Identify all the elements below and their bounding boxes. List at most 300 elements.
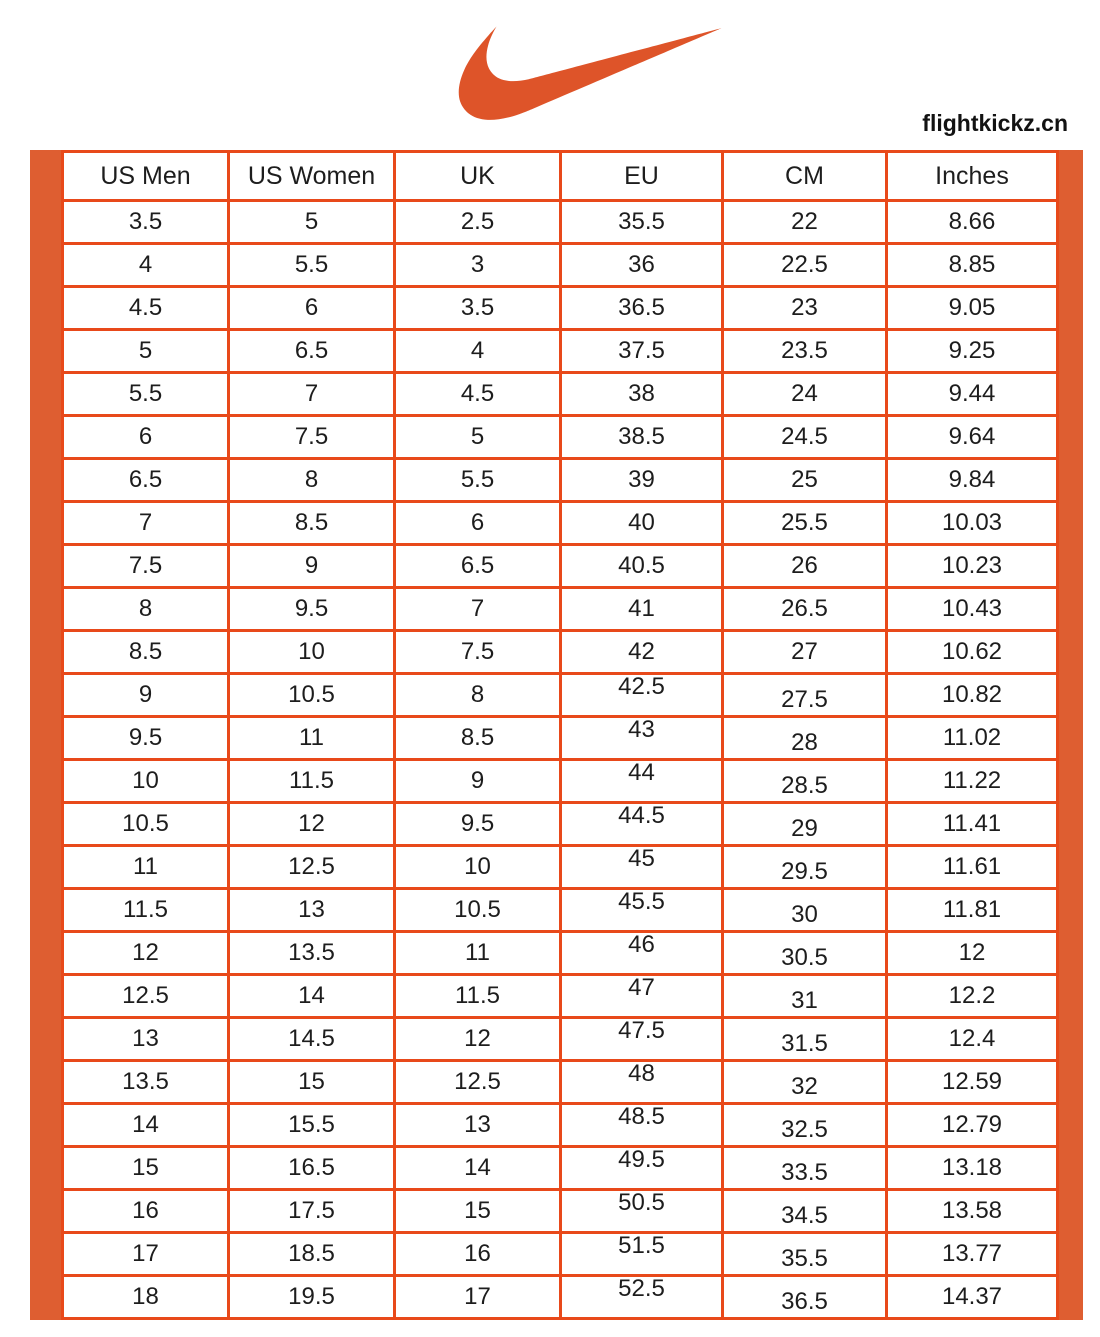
column-header: US Women bbox=[229, 152, 395, 201]
size-cell bbox=[395, 459, 561, 502]
size-cell bbox=[395, 373, 561, 416]
table-row bbox=[63, 588, 1058, 631]
table-header bbox=[63, 152, 1058, 201]
size-value: 11 bbox=[465, 939, 490, 966]
size-value: 11.5 bbox=[455, 982, 500, 1009]
size-cell bbox=[887, 459, 1058, 502]
size-value: 13 bbox=[132, 1025, 159, 1052]
size-cell bbox=[229, 1190, 395, 1233]
size-cell bbox=[395, 631, 561, 674]
size-value: 4.5 bbox=[128, 294, 163, 321]
size-cell bbox=[229, 674, 395, 717]
size-value: 43 bbox=[628, 716, 655, 743]
size-cell bbox=[723, 502, 887, 545]
size-value: 12.59 bbox=[941, 1068, 1003, 1095]
size-value: 39 bbox=[628, 466, 655, 493]
size-value: 4 bbox=[138, 251, 153, 278]
size-cell bbox=[395, 1147, 561, 1190]
size-value: 6 bbox=[138, 423, 153, 450]
size-cell bbox=[887, 674, 1058, 717]
size-value: 15.5 bbox=[288, 1111, 335, 1138]
size-value: 7 bbox=[470, 595, 485, 622]
size-cell bbox=[229, 889, 395, 932]
size-value: 6.5 bbox=[460, 552, 495, 579]
size-value: 11 bbox=[133, 853, 158, 880]
size-value: 26.5 bbox=[781, 595, 828, 622]
column-header: UK bbox=[395, 152, 561, 201]
size-value: 14 bbox=[132, 1111, 159, 1138]
size-cell bbox=[395, 545, 561, 588]
table-row bbox=[63, 631, 1058, 674]
size-cell bbox=[63, 975, 229, 1018]
size-value: 12 bbox=[298, 810, 325, 837]
size-value: 44 bbox=[628, 759, 655, 786]
nike-swoosh-path bbox=[459, 27, 722, 120]
size-cell bbox=[723, 1104, 887, 1147]
size-value: 5 bbox=[138, 337, 153, 364]
size-value: 46 bbox=[628, 931, 655, 958]
size-value: 38.5 bbox=[618, 423, 665, 450]
size-value: 8.5 bbox=[294, 509, 329, 536]
table-row bbox=[63, 244, 1058, 287]
size-value: 12.2 bbox=[948, 982, 996, 1009]
size-cell bbox=[229, 502, 395, 545]
size-value: 8 bbox=[304, 466, 319, 493]
size-cell bbox=[229, 588, 395, 631]
table-row bbox=[63, 932, 1058, 975]
size-value: 11.61 bbox=[942, 853, 1002, 880]
size-value: 15 bbox=[464, 1197, 491, 1224]
size-cell bbox=[561, 1018, 723, 1061]
size-cell bbox=[723, 674, 887, 717]
size-cell bbox=[887, 1061, 1058, 1104]
size-cell bbox=[63, 459, 229, 502]
size-cell bbox=[229, 545, 395, 588]
size-cell bbox=[561, 416, 723, 459]
size-value: 10.23 bbox=[941, 552, 1003, 579]
size-cell bbox=[887, 373, 1058, 416]
size-value: 11.41 bbox=[942, 810, 1002, 837]
size-cell bbox=[723, 932, 887, 975]
size-cell bbox=[63, 1061, 229, 1104]
size-cell bbox=[395, 889, 561, 932]
size-cell bbox=[395, 932, 561, 975]
size-cell bbox=[229, 803, 395, 846]
size-cell bbox=[723, 588, 887, 631]
size-cell bbox=[63, 631, 229, 674]
size-cell bbox=[723, 330, 887, 373]
table-row bbox=[63, 1104, 1058, 1147]
table-row bbox=[63, 502, 1058, 545]
size-cell bbox=[63, 588, 229, 631]
size-cell bbox=[723, 1190, 887, 1233]
size-cell bbox=[395, 1061, 561, 1104]
size-cell bbox=[63, 373, 229, 416]
size-value: 11.22 bbox=[942, 767, 1002, 794]
size-cell bbox=[395, 717, 561, 760]
size-cell bbox=[229, 932, 395, 975]
size-value: 13 bbox=[298, 896, 325, 923]
size-value: 13.5 bbox=[288, 939, 335, 966]
size-value: 13.18 bbox=[941, 1154, 1003, 1181]
size-cell bbox=[723, 1018, 887, 1061]
size-cell bbox=[887, 416, 1058, 459]
size-cell bbox=[561, 1276, 723, 1319]
size-cell bbox=[887, 631, 1058, 674]
size-cell bbox=[63, 717, 229, 760]
size-cell bbox=[723, 717, 887, 760]
header-row bbox=[63, 152, 1058, 201]
size-value: 25 bbox=[791, 466, 818, 493]
size-value: 3 bbox=[470, 251, 485, 278]
size-cell bbox=[395, 1018, 561, 1061]
size-value: 40 bbox=[628, 509, 655, 536]
size-cell bbox=[723, 1061, 887, 1104]
table-row bbox=[63, 889, 1058, 932]
size-value: 9.5 bbox=[294, 595, 329, 622]
size-value: 7.5 bbox=[294, 423, 329, 450]
size-value: 26 bbox=[791, 552, 818, 579]
size-value: 51.5 bbox=[618, 1232, 665, 1259]
size-value: 19.5 bbox=[288, 1283, 335, 1310]
size-value: 10.5 bbox=[122, 810, 169, 837]
size-cell bbox=[887, 760, 1058, 803]
size-cell bbox=[229, 459, 395, 502]
size-cell bbox=[887, 588, 1058, 631]
size-cell bbox=[561, 545, 723, 588]
size-value: 24.5 bbox=[781, 423, 828, 450]
size-cell bbox=[63, 889, 229, 932]
size-cell bbox=[723, 760, 887, 803]
size-value: 11.5 bbox=[289, 767, 334, 794]
size-value: 14 bbox=[464, 1154, 491, 1181]
table-row bbox=[63, 1147, 1058, 1190]
size-value: 9 bbox=[304, 552, 319, 579]
table-row bbox=[63, 1061, 1058, 1104]
size-value: 10.62 bbox=[941, 638, 1003, 665]
table-row bbox=[63, 1276, 1058, 1319]
size-value: 2.5 bbox=[460, 208, 495, 235]
size-value: 14.37 bbox=[941, 1283, 1003, 1310]
column-header: US Men bbox=[63, 152, 229, 201]
size-cell bbox=[395, 287, 561, 330]
size-cell bbox=[229, 287, 395, 330]
size-cell bbox=[229, 1061, 395, 1104]
size-value: 9.25 bbox=[948, 337, 996, 364]
size-value: 10.5 bbox=[454, 896, 501, 923]
size-value: 8.5 bbox=[460, 724, 495, 751]
size-value: 36 bbox=[628, 251, 655, 278]
table-row bbox=[63, 803, 1058, 846]
size-cell bbox=[561, 1190, 723, 1233]
table-row bbox=[63, 201, 1058, 244]
size-cell bbox=[63, 201, 229, 244]
size-value: 6 bbox=[304, 294, 319, 321]
size-cell bbox=[395, 674, 561, 717]
size-cell bbox=[887, 502, 1058, 545]
right-accent-bar bbox=[1059, 150, 1083, 1320]
size-value: 45.5 bbox=[618, 888, 665, 915]
size-cell bbox=[229, 373, 395, 416]
size-value: 30.5 bbox=[781, 944, 828, 971]
size-value: 10 bbox=[298, 638, 325, 665]
size-cell bbox=[561, 1061, 723, 1104]
size-cell bbox=[723, 459, 887, 502]
size-value: 9.5 bbox=[128, 724, 163, 751]
size-cell bbox=[723, 244, 887, 287]
size-cell bbox=[887, 1147, 1058, 1190]
size-cell bbox=[561, 760, 723, 803]
size-cell bbox=[561, 1104, 723, 1147]
column-header: EU bbox=[561, 152, 723, 201]
size-cell bbox=[561, 631, 723, 674]
size-value: 17 bbox=[464, 1283, 491, 1310]
size-value: 14 bbox=[298, 982, 325, 1009]
size-value: 27.5 bbox=[781, 686, 828, 713]
size-cell bbox=[561, 846, 723, 889]
size-value: 5.5 bbox=[128, 380, 163, 407]
size-cell bbox=[887, 287, 1058, 330]
size-value: 13.58 bbox=[941, 1197, 1003, 1224]
size-value: 4 bbox=[470, 337, 485, 364]
size-cell bbox=[63, 674, 229, 717]
size-value: 9.05 bbox=[948, 294, 996, 321]
size-cell bbox=[229, 330, 395, 373]
size-cell bbox=[561, 1233, 723, 1276]
size-value: 12 bbox=[958, 939, 986, 966]
size-cell bbox=[63, 803, 229, 846]
size-value: 31.5 bbox=[781, 1030, 828, 1057]
size-cell bbox=[887, 330, 1058, 373]
size-cell bbox=[395, 201, 561, 244]
size-cell bbox=[395, 330, 561, 373]
size-value: 15 bbox=[132, 1154, 159, 1181]
size-value: 14.5 bbox=[288, 1025, 335, 1052]
size-cell bbox=[63, 287, 229, 330]
size-cell bbox=[229, 1276, 395, 1319]
size-cell bbox=[395, 244, 561, 287]
size-cell bbox=[229, 1147, 395, 1190]
size-value: 7.5 bbox=[128, 552, 163, 579]
size-cell bbox=[561, 502, 723, 545]
size-value: 50.5 bbox=[618, 1189, 665, 1216]
size-cell bbox=[723, 846, 887, 889]
size-value: 35.5 bbox=[618, 208, 665, 235]
size-value: 48 bbox=[628, 1060, 655, 1087]
size-value: 12.5 bbox=[288, 853, 335, 880]
size-value: 7.5 bbox=[460, 638, 495, 665]
size-value: 52.5 bbox=[618, 1275, 665, 1302]
size-cell bbox=[723, 803, 887, 846]
size-value: 8 bbox=[138, 595, 153, 622]
size-value: 47 bbox=[628, 974, 655, 1001]
size-cell bbox=[395, 846, 561, 889]
size-value: 32 bbox=[791, 1073, 818, 1100]
size-cell bbox=[561, 588, 723, 631]
size-cell bbox=[63, 416, 229, 459]
size-cell bbox=[395, 803, 561, 846]
size-cell bbox=[63, 846, 229, 889]
size-value: 22.5 bbox=[781, 251, 828, 278]
size-cell bbox=[229, 760, 395, 803]
table-row bbox=[63, 674, 1058, 717]
nike-swoosh-icon bbox=[456, 24, 724, 122]
size-value: 5.5 bbox=[294, 251, 329, 278]
size-value: 6.5 bbox=[294, 337, 329, 364]
size-value: 3.5 bbox=[460, 294, 495, 321]
size-cell bbox=[723, 416, 887, 459]
size-cell bbox=[723, 201, 887, 244]
size-value: 11 bbox=[299, 724, 324, 751]
size-cell bbox=[229, 631, 395, 674]
size-value: 35.5 bbox=[781, 1245, 828, 1272]
size-value: 36.5 bbox=[781, 1288, 828, 1315]
size-value: 16.5 bbox=[288, 1154, 335, 1181]
size-value: 15 bbox=[298, 1068, 325, 1095]
size-value: 9.44 bbox=[948, 380, 996, 407]
size-cell bbox=[887, 1018, 1058, 1061]
size-cell bbox=[723, 373, 887, 416]
table-row bbox=[63, 287, 1058, 330]
column-header: Inches bbox=[887, 152, 1058, 201]
site-label: flightkickz.cn bbox=[922, 110, 1068, 136]
size-value: 12.5 bbox=[454, 1068, 501, 1095]
table-row bbox=[63, 416, 1058, 459]
size-value: 4.5 bbox=[460, 380, 495, 407]
size-cell bbox=[63, 1276, 229, 1319]
size-cell bbox=[229, 717, 395, 760]
size-cell bbox=[561, 803, 723, 846]
size-value: 23.5 bbox=[781, 337, 828, 364]
size-value: 47.5 bbox=[618, 1017, 665, 1044]
size-cell bbox=[561, 287, 723, 330]
size-value: 49.5 bbox=[618, 1146, 665, 1173]
size-cell bbox=[561, 889, 723, 932]
table-row bbox=[63, 459, 1058, 502]
size-table-band bbox=[30, 150, 1083, 1320]
size-value: 3.5 bbox=[128, 208, 163, 235]
table-row bbox=[63, 545, 1058, 588]
size-cell bbox=[887, 975, 1058, 1018]
size-value: 6.5 bbox=[128, 466, 163, 493]
size-value: 48.5 bbox=[618, 1103, 665, 1130]
size-value: 10.82 bbox=[941, 681, 1003, 708]
size-value: 5.5 bbox=[460, 466, 495, 493]
size-value: 8.5 bbox=[128, 638, 163, 665]
size-cell bbox=[561, 932, 723, 975]
size-cell bbox=[723, 545, 887, 588]
size-value: 29 bbox=[791, 815, 818, 842]
size-cell bbox=[723, 631, 887, 674]
size-cell bbox=[723, 889, 887, 932]
size-value: 10.5 bbox=[288, 681, 335, 708]
size-value: 24 bbox=[791, 380, 818, 407]
size-cell bbox=[723, 287, 887, 330]
size-cell bbox=[561, 975, 723, 1018]
size-value: 11.5 bbox=[123, 896, 168, 923]
size-value: 42.5 bbox=[618, 673, 665, 700]
size-cell bbox=[229, 1233, 395, 1276]
size-value: 6 bbox=[470, 509, 485, 536]
size-value: 27 bbox=[791, 638, 818, 665]
size-cell bbox=[561, 201, 723, 244]
size-value: 5 bbox=[304, 208, 319, 235]
size-value: 23 bbox=[791, 294, 818, 321]
size-cell bbox=[395, 588, 561, 631]
size-cell bbox=[395, 975, 561, 1018]
column-header: CM bbox=[723, 152, 887, 201]
left-accent-bar bbox=[30, 150, 61, 1320]
size-cell bbox=[63, 1190, 229, 1233]
size-cell bbox=[395, 1104, 561, 1147]
size-cell bbox=[887, 889, 1058, 932]
size-cell bbox=[229, 975, 395, 1018]
size-value: 10.43 bbox=[941, 595, 1003, 622]
size-value: 8.66 bbox=[948, 208, 996, 235]
size-cell bbox=[887, 1233, 1058, 1276]
size-value: 41 bbox=[628, 595, 655, 622]
size-value: 31 bbox=[791, 987, 818, 1014]
size-cell bbox=[561, 330, 723, 373]
size-value: 36.5 bbox=[618, 294, 665, 321]
size-cell bbox=[395, 1276, 561, 1319]
size-cell bbox=[561, 373, 723, 416]
size-cell bbox=[887, 201, 1058, 244]
size-value: 13.5 bbox=[122, 1068, 169, 1095]
size-value: 11.81 bbox=[942, 896, 1002, 923]
size-value: 10.03 bbox=[941, 509, 1003, 536]
size-value: 9.5 bbox=[460, 810, 495, 837]
size-value: 10 bbox=[132, 767, 159, 794]
size-value: 32.5 bbox=[781, 1116, 828, 1143]
size-cell bbox=[395, 1190, 561, 1233]
size-value: 16 bbox=[132, 1197, 159, 1224]
table-row bbox=[63, 1018, 1058, 1061]
size-value: 33.5 bbox=[781, 1159, 828, 1186]
size-value: 17 bbox=[132, 1240, 159, 1267]
table-row bbox=[63, 1190, 1058, 1233]
table-row bbox=[63, 1233, 1058, 1276]
size-value: 12.79 bbox=[941, 1111, 1003, 1138]
size-cell bbox=[63, 1018, 229, 1061]
size-value: 13 bbox=[464, 1111, 491, 1138]
size-cell bbox=[63, 244, 229, 287]
size-value: 7 bbox=[304, 380, 319, 407]
size-cell bbox=[395, 416, 561, 459]
size-cell bbox=[887, 244, 1058, 287]
table-row bbox=[63, 975, 1058, 1018]
size-value: 17.5 bbox=[288, 1197, 335, 1224]
size-cell bbox=[63, 1104, 229, 1147]
size-cell bbox=[229, 244, 395, 287]
size-value: 34.5 bbox=[781, 1202, 828, 1229]
size-value: 12.4 bbox=[948, 1025, 996, 1052]
size-cell bbox=[561, 459, 723, 502]
size-value: 29.5 bbox=[781, 858, 828, 885]
size-cell bbox=[229, 846, 395, 889]
size-value: 18 bbox=[132, 1283, 159, 1310]
size-value: 12.5 bbox=[122, 982, 169, 1009]
size-value: 37.5 bbox=[618, 337, 665, 364]
size-cell bbox=[887, 846, 1058, 889]
table-row bbox=[63, 717, 1058, 760]
size-value: 7 bbox=[138, 509, 153, 536]
size-value: 16 bbox=[464, 1240, 491, 1267]
size-cell bbox=[887, 1104, 1058, 1147]
size-cell bbox=[229, 201, 395, 244]
size-value: 42 bbox=[628, 638, 655, 665]
size-cell bbox=[887, 1276, 1058, 1319]
